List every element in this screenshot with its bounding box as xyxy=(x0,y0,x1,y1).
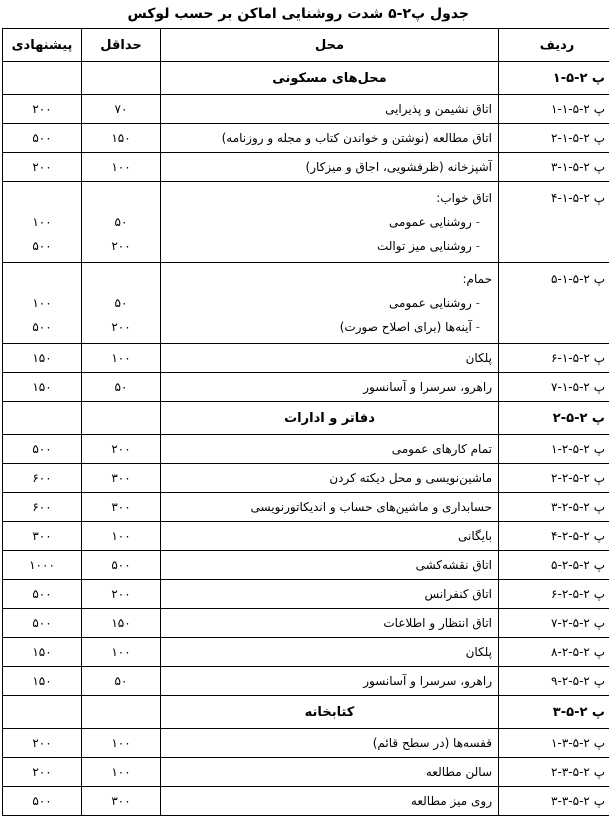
row-code xyxy=(499,182,609,263)
empty-cell xyxy=(3,402,82,435)
row-code: پ ۲-۵-۲-۹ xyxy=(499,667,609,696)
row-min: ۱۰۰ xyxy=(82,344,161,373)
table-row xyxy=(3,638,609,667)
section-row-library xyxy=(3,696,609,729)
row-code: پ ۲-۵-۳-۱ xyxy=(499,729,609,758)
row-rec: ۵۰۰ xyxy=(3,787,82,816)
row-rec: ۱۵۰ xyxy=(3,667,82,696)
row-min: ۷۰ xyxy=(82,95,161,124)
row-place: اتاق نشیمن و پذیرایی xyxy=(161,95,499,124)
row-place: اتاق کنفرانس xyxy=(161,580,499,609)
row-code: پ ۲-۵-۲-۶ xyxy=(499,580,609,609)
section-code: پ ۲-۵-۳ xyxy=(499,696,609,729)
row-min-value: ۵۰ xyxy=(114,215,128,229)
row-min: ۱۰۰ xyxy=(82,153,161,182)
row-code-text: پ ۲-۵-۱-۵ xyxy=(551,272,605,286)
row-min-value: ۵۰ xyxy=(114,296,128,310)
row-rec: ۵۰۰ xyxy=(3,124,82,153)
row-sub-item: - روشنایی عمومی xyxy=(167,210,492,234)
row-code: پ ۲-۵-۲-۳ xyxy=(499,493,609,522)
row-place: تمام کارهای عمومی xyxy=(161,435,499,464)
row-min: ۵۰۰ xyxy=(82,551,161,580)
row-place: سالن مطالعه xyxy=(161,758,499,787)
row-code: پ ۲-۵-۲-۸ xyxy=(499,638,609,667)
row-rec: ۱۵۰ xyxy=(3,344,82,373)
row-rec: ۲۰۰ xyxy=(3,153,82,182)
row-min: ۱۵۰ xyxy=(82,124,161,153)
table-row xyxy=(3,551,609,580)
section-row-residential xyxy=(3,62,609,95)
table-row xyxy=(3,667,609,696)
row-code: پ ۲-۵-۲-۷ xyxy=(499,609,609,638)
table-row xyxy=(3,609,609,638)
empty-cell xyxy=(3,696,82,729)
section-row-offices xyxy=(3,402,609,435)
row-min xyxy=(82,263,161,344)
row-min-value: ۲۰۰ xyxy=(111,239,131,253)
row-place: اتاق نقشه‌کشی xyxy=(161,551,499,580)
row-rec: ۵۰۰ xyxy=(3,435,82,464)
row-rec: ۶۰۰ xyxy=(3,493,82,522)
row-code: پ ۲-۵-۲-۱ xyxy=(499,435,609,464)
table-row-multi xyxy=(3,263,609,344)
row-place: حسابداری و ماشین‌های حساب و اندیکاتورنویسی xyxy=(161,493,499,522)
row-place-heading: حمام: xyxy=(462,272,492,286)
table-title: جدول پ۲-۵ شدت روشنایی اماکن بر حسب لوکس xyxy=(127,6,469,22)
empty-cell xyxy=(82,62,161,95)
row-place: راهرو، سرسرا و آسانسور xyxy=(161,667,499,696)
row-place: ماشین‌نویسی و محل دیکته کردن xyxy=(161,464,499,493)
section-title: محل‌های مسکونی xyxy=(161,62,499,95)
header-radif: ردیف xyxy=(499,29,609,62)
empty-cell xyxy=(82,696,161,729)
row-rec: ۳۰۰ xyxy=(3,522,82,551)
header-hadaqal: حداقل xyxy=(82,29,161,62)
row-code: پ ۲-۵-۱-۶ xyxy=(499,344,609,373)
row-rec: ۵۰۰ xyxy=(3,580,82,609)
table-row xyxy=(3,373,609,402)
row-rec: ۱۵۰ xyxy=(3,638,82,667)
row-rec: ۵۰۰ xyxy=(3,609,82,638)
row-rec: ۶۰۰ xyxy=(3,464,82,493)
row-rec: ۱۵۰ xyxy=(3,373,82,402)
table-row xyxy=(3,522,609,551)
row-min-value: ۲۰۰ xyxy=(111,320,131,334)
row-rec-value: ۵۰۰ xyxy=(32,239,52,253)
header-mahal: محل xyxy=(161,29,499,62)
row-code: پ ۲-۵-۳-۳ xyxy=(499,787,609,816)
row-place: پلکان xyxy=(161,638,499,667)
row-min: ۱۰۰ xyxy=(82,729,161,758)
row-min xyxy=(82,182,161,263)
row-rec xyxy=(3,263,82,344)
row-place: پلکان xyxy=(161,344,499,373)
table-row xyxy=(3,787,609,816)
row-place: بایگانی xyxy=(161,522,499,551)
row-place: اتاق مطالعه (نوشتن و خواندن کتاب و مجله و روزنامه) xyxy=(161,124,499,153)
row-code: پ ۲-۵-۱-۳ xyxy=(499,153,609,182)
row-code: پ ۲-۵-۲-۵ xyxy=(499,551,609,580)
row-rec: ۲۰۰ xyxy=(3,729,82,758)
row-min: ۱۵۰ xyxy=(82,609,161,638)
row-min: ۳۰۰ xyxy=(82,787,161,816)
row-min: ۱۰۰ xyxy=(82,522,161,551)
row-code: پ ۲-۵-۲-۲ xyxy=(499,464,609,493)
row-rec-value: ۱۰۰ xyxy=(32,296,52,310)
section-code: پ ۲-۵-۱ xyxy=(499,62,609,95)
table-row xyxy=(3,344,609,373)
row-place: آشپزخانه (ظرفشویی، اجاق و میزکار) xyxy=(161,153,499,182)
row-place: راهرو، سرسرا و آسانسور xyxy=(161,373,499,402)
illuminance-table xyxy=(2,28,609,816)
row-min: ۱۰۰ xyxy=(82,638,161,667)
row-min: ۱۰۰ xyxy=(82,758,161,787)
row-place xyxy=(161,263,499,344)
section-title: دفاتر و ادارات xyxy=(161,402,499,435)
row-code-text: پ ۲-۵-۱-۴ xyxy=(551,191,605,205)
table-row xyxy=(3,758,609,787)
empty-cell xyxy=(3,62,82,95)
row-code: پ ۲-۵-۳-۲ xyxy=(499,758,609,787)
row-place: اتاق انتظار و اطلاعات xyxy=(161,609,499,638)
row-place: روی میز مطالعه xyxy=(161,787,499,816)
row-min: ۵۰ xyxy=(82,667,161,696)
section-code: پ ۲-۵-۲ xyxy=(499,402,609,435)
row-code: پ ۲-۵-۱-۲ xyxy=(499,124,609,153)
table-row xyxy=(3,493,609,522)
table-row xyxy=(3,435,609,464)
table-row xyxy=(3,124,609,153)
row-code: پ ۲-۵-۱-۱ xyxy=(499,95,609,124)
row-rec: ۲۰۰ xyxy=(3,95,82,124)
row-place xyxy=(161,182,499,263)
row-min: ۲۰۰ xyxy=(82,435,161,464)
row-sub-item: - آینه‌ها (برای اصلاح صورت) xyxy=(167,315,492,339)
row-rec-value: ۵۰۰ xyxy=(32,320,52,334)
row-rec xyxy=(3,182,82,263)
header-pishnahadi: پیشنهادی xyxy=(3,29,82,62)
row-code: پ ۲-۵-۲-۴ xyxy=(499,522,609,551)
empty-cell xyxy=(82,402,161,435)
row-sub-item: - روشنایی میز توالت xyxy=(167,234,492,258)
row-min: ۲۰۰ xyxy=(82,580,161,609)
row-rec: ۱۰۰۰ xyxy=(3,551,82,580)
row-min: ۵۰ xyxy=(82,373,161,402)
table-row xyxy=(3,464,609,493)
row-rec-value: ۱۰۰ xyxy=(32,215,52,229)
table-row xyxy=(3,580,609,609)
row-rec: ۲۰۰ xyxy=(3,758,82,787)
row-code xyxy=(499,263,609,344)
row-min: ۳۰۰ xyxy=(82,493,161,522)
row-sub-item: - روشنایی عمومی xyxy=(167,291,492,315)
row-code: پ ۲-۵-۱-۷ xyxy=(499,373,609,402)
table-row xyxy=(3,95,609,124)
row-place-heading: اتاق خواب: xyxy=(436,191,492,205)
row-place: قفسه‌ها (در سطح قائم) xyxy=(161,729,499,758)
table-row xyxy=(3,729,609,758)
table-row xyxy=(3,153,609,182)
section-title: کتابخانه xyxy=(161,696,499,729)
row-min: ۳۰۰ xyxy=(82,464,161,493)
header-row xyxy=(3,29,609,62)
table-row-multi xyxy=(3,182,609,263)
